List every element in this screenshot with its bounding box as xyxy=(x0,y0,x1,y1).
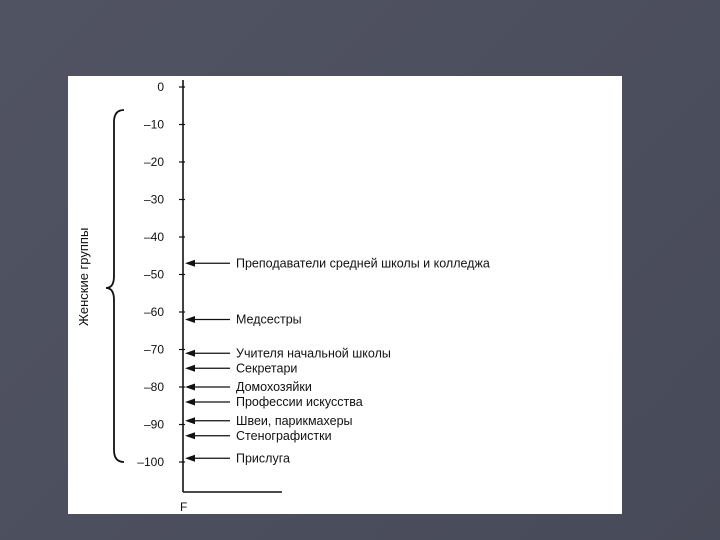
scale-diagram xyxy=(68,76,622,514)
tick-label: 0 xyxy=(157,80,164,94)
axis-end-label: F xyxy=(180,500,188,514)
tick-label: –70 xyxy=(143,342,164,357)
group-brace xyxy=(106,110,124,462)
occupation-label: Стенографистки xyxy=(236,428,332,443)
tick-label: –50 xyxy=(143,267,164,282)
occupation-label: Медсестры xyxy=(236,312,302,327)
arrow-head xyxy=(185,384,195,391)
occupation-label: Преподаватели средней школы и колледжа xyxy=(236,256,490,271)
occupation-marker xyxy=(185,395,363,409)
occupation-label: Учителя начальной школы xyxy=(236,346,391,361)
arrow-head xyxy=(185,316,195,323)
occupation-marker xyxy=(185,380,312,394)
tick-label: –100 xyxy=(137,455,164,469)
arrow-head xyxy=(185,365,195,372)
occupation-marker xyxy=(185,429,332,443)
tick-label: –40 xyxy=(143,230,164,244)
occupation-marker xyxy=(185,256,490,270)
tick-label: –10 xyxy=(143,117,164,132)
occupation-marker xyxy=(185,414,353,428)
arrow-head xyxy=(185,399,195,406)
occupation-markers xyxy=(185,256,490,465)
scale-figure xyxy=(68,76,622,514)
tick-label: –60 xyxy=(143,305,164,319)
tick-label: –80 xyxy=(143,380,164,394)
occupation-label: Швеи, парикмахеры xyxy=(236,413,353,428)
occupation-marker xyxy=(185,451,290,465)
occupation-marker xyxy=(185,361,297,375)
arrow-head xyxy=(185,455,195,462)
arrow-head xyxy=(185,350,195,357)
occupation-marker xyxy=(185,346,391,360)
occupation-label: Секретари xyxy=(236,361,298,376)
arrow-head xyxy=(185,260,195,267)
tick-labels xyxy=(137,80,185,469)
occupation-marker xyxy=(185,313,302,327)
tick-label: –30 xyxy=(143,192,164,207)
arrow-head xyxy=(185,432,195,439)
occupation-label: Профессии искусства xyxy=(236,395,363,409)
occupation-label: Прислуга xyxy=(236,451,290,466)
tick-label: –20 xyxy=(143,155,164,169)
occupation-label: Домохозяйки xyxy=(236,380,312,394)
group-label: Женские группы xyxy=(76,227,91,326)
arrow-head xyxy=(185,417,195,424)
tick-label: –90 xyxy=(143,417,164,432)
